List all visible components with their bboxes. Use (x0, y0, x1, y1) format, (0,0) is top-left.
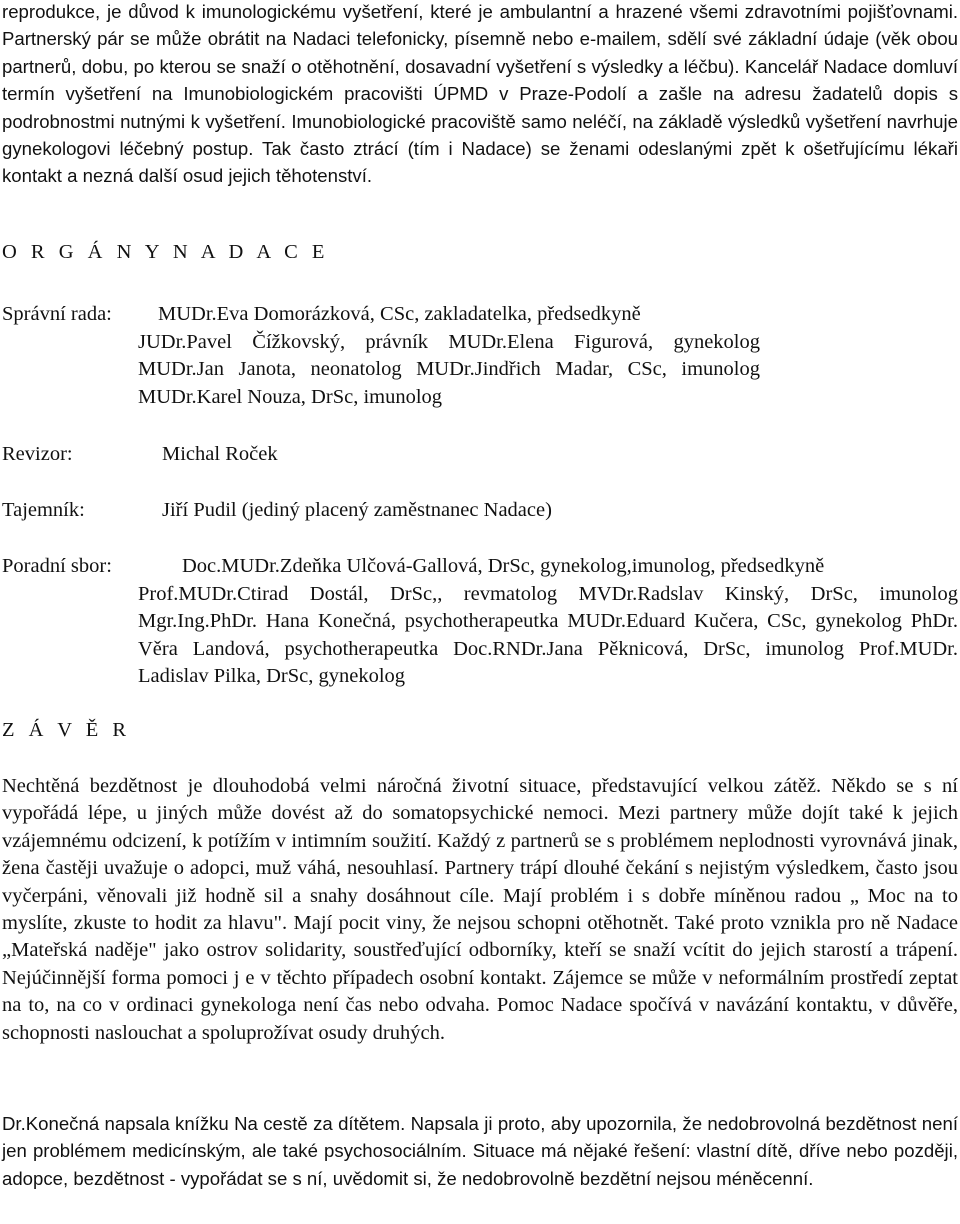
tajemnik-value: Jiří Pudil (jediný placený zaměstnanec Nadace) (162, 499, 552, 521)
zaver-paragraph-1: Nechtěná bezdětnost je dlouhodobá velmi náročná životní situace, představující velkou zátěž. Někdo se s ní vypořádá lépe, u jiných může dovést až do somatopsychické nemoci. Mezi partnery může dojít také k jejich vzájemnému odcizení, k potížím v intimním soužití. Každý z partnerů se s problémem neplodnosti vyrovnává jinak, žena častěji uvažuje o adopci, muž váhá, nesouhlasí. Partnery trápí dlouhé čekání s nejistým výsledkem, často jsou vyčerpáni, věnovali již hodně sil a snahy dosáhnout cíle. Mají problém i s dobře míněnou radou „ Moc na to myslíte, zkuste to hodit za hlavu". Mají pocit viny, že nejsou schopni otěhotnět. Také proto vznikla pro ně Nadace „Mateřská naděje" jako ostrov solidarity, soustřeďující odborníky, kteří se snaží vcítit do jejich starostí a trápení. Nejúčinnější forma pomoci j e v těchto případech osobní kontakt. Zájemce se může v neformálním prostředí zeptat na to, na co v ordinaci gynekologa není čas nebo odvaha. Pomoc Nadace spočívá v navázání kontaktu, v důvěře, schopnosti naslouchat a spoluprožívat osudy druhých. (2, 775, 958, 1044)
zaver-paragraph-2: Dr.Konečná napsala knížku Na cestě za dítětem. Napsala ji proto, aby upozornila, že nedobrovolná bezdětnost není jen problémem medicínským, ale také psychosociálním. Situace má nějaké řešení: vlastní dítě, dříve nebo později, adopce, bezdětnost - vypořádat se s ní, uvědomit si, že nedobrovolně bezdětní nejsou méněcenní. (2, 1113, 958, 1189)
poradni-sbor-members: Prof.MUDr.Ctirad Dostál, DrSc,, revmatolog MVDr.Radslav Kinský, DrSc, imunolog Mgr.Ing.PhDr. Hana Konečná, psychotherapeutka MUDr.Eduard Kučera, CSc, gynekolog PhDr. Věra Landová, psychotherapeutka Doc.RNDr.Jana Pěknicová, DrSc, imunolog Prof.MUDr. Ladislav Pilka, DrSc, gynekolog (138, 583, 958, 688)
spravni-rada-first-member: MUDr.Eva Domorázková, CSc, zakladatelka, předsedkyně (158, 303, 641, 325)
revizor-value: Michal Roček (162, 443, 278, 465)
zaver-heading: Z Á V Ě R (2, 719, 131, 741)
spravni-rada-label: Správní rada: (2, 303, 112, 325)
revizor-label: Revizor: (2, 443, 73, 465)
poradni-sbor-first-member: Doc.MUDr.Zdeňka Ulčová-Gallová, DrSc, gynekolog,imunolog, předsedkyně (182, 555, 825, 577)
organy-heading: O R G Á N Y N A D A C E (2, 241, 329, 263)
intro-paragraph: reprodukce, je důvod k imunologickému vyšetření, které je ambulantní a hrazené všemi zdravotními pojišťovnami. Partnerský pár se může obrátit na Nadaci telefonicky, písemně nebo e-mailem, sdělí své základní údaje (věk obou partnerů, dobu, po kterou se snaží o otěhotnění, dosavadní vyšetření s výsledky a léčbu). Kancelář Nadace domluví termín vyšetření na Imunobiologickém pracovišti ÚPMD v Praze-Podolí a zašle na adresu žadatelů dopis s podrobnostmi nutnými k vyšetření. Imunobiologické pracoviště samo neléčí, na základě výsledků vyšetření navrhuje gynekologovi léčebný postup. Tak často ztrácí (tím i Nadace) se ženami odeslanými zpět k ošetřujícímu lékaři kontakt a nezná další osud jejich těhotenství. (2, 1, 958, 187)
spravni-rada-members: JUDr.Pavel Čížkovský, právník MUDr.Elena Figurová, gynekolog MUDr.Jan Janota, neonatolog MUDr.Jindřich Madar, CSc, imunolog MUDr.Karel Nouza, DrSc, imunolog (138, 331, 760, 408)
tajemnik-label: Tajemník: (2, 499, 85, 521)
poradni-sbor-label: Poradní sbor: (2, 555, 112, 577)
